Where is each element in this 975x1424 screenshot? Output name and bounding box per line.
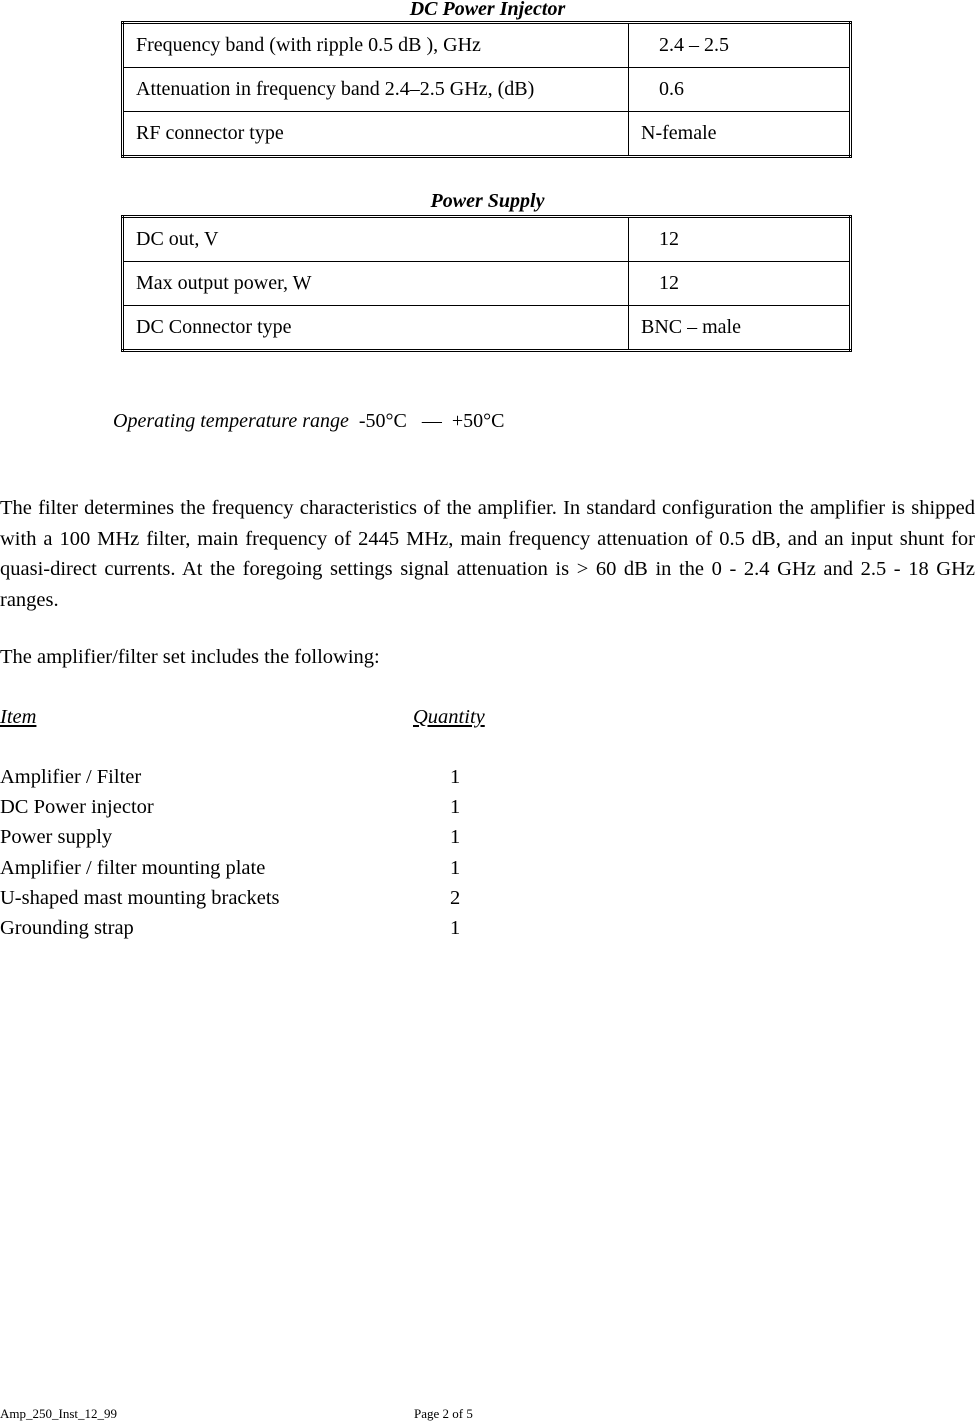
injector-title: DC Power Injector: [409, 0, 566, 20]
item-name: DC Power injector: [0, 796, 154, 818]
table-row: [123, 306, 851, 351]
temperature-label: Operating temperature range: [113, 410, 349, 432]
row-label: RF connector type: [123, 112, 629, 157]
temperature-value: -50°C — +50°C: [358, 410, 505, 432]
item-qty: 1: [450, 917, 461, 939]
row-label: DC out, V: [123, 217, 629, 262]
item-qty: 1: [450, 826, 461, 848]
paragraph-set: The amplifier/filter set includes the following:: [0, 646, 380, 668]
row-value: N-female: [629, 112, 851, 157]
table-row: [123, 23, 851, 68]
row-label: Attenuation in frequency band 2.4–2.5 GHz, (dB): [123, 68, 629, 112]
table-row: [123, 68, 851, 112]
footer-page-number: Page 2 of 5: [414, 1406, 473, 1421]
row-label: Frequency band (with ripple 0.5 dB ), GHz: [123, 23, 629, 68]
paragraph-filter: The filter determines the frequency characteristics of the amplifier. In standard configuration the amplifier is shipped with a 100 MHz filter, main frequency of 2445 MHz, main frequency attenuation of 0.5 dB, and an input shunt for quasi-direct currents. At the foregoing settings signal attenuation is > 60 dB in the 0 - 2.4 GHz and 2.5 - 18 GHz ranges.: [0, 497, 975, 611]
row-label: Max output power, W: [123, 262, 629, 306]
supply-title: Power Supply: [430, 190, 545, 212]
row-value: BNC – male: [629, 306, 851, 351]
row-label: DC Connector type: [123, 306, 629, 351]
items-header-item: Item: [0, 706, 37, 728]
item-name: Amplifier / Filter: [0, 766, 142, 788]
item-name: Power supply: [0, 826, 113, 848]
supply-table: [121, 215, 852, 352]
item-name: Amplifier / filter mounting plate: [0, 857, 266, 879]
item-qty: 1: [450, 857, 461, 879]
injector-table: [121, 21, 852, 158]
row-value: 2.4 – 2.5: [629, 23, 851, 68]
row-value: 12: [629, 217, 851, 262]
table-row: [123, 262, 851, 306]
table-row: [123, 217, 851, 262]
row-value: 0.6: [629, 68, 851, 112]
items-header-quantity: Quantity: [413, 706, 485, 728]
footer-doc-id: Amp_250_Inst_12_99: [0, 1406, 117, 1421]
table-row: [123, 112, 851, 157]
item-qty: 1: [450, 796, 461, 818]
item-qty: 1: [450, 766, 461, 788]
row-value: 12: [629, 262, 851, 306]
temperature-range: [113, 410, 505, 433]
item-name: Grounding strap: [0, 917, 134, 939]
item-name: U-shaped mast mounting brackets: [0, 887, 280, 909]
item-qty: 2: [450, 887, 461, 909]
